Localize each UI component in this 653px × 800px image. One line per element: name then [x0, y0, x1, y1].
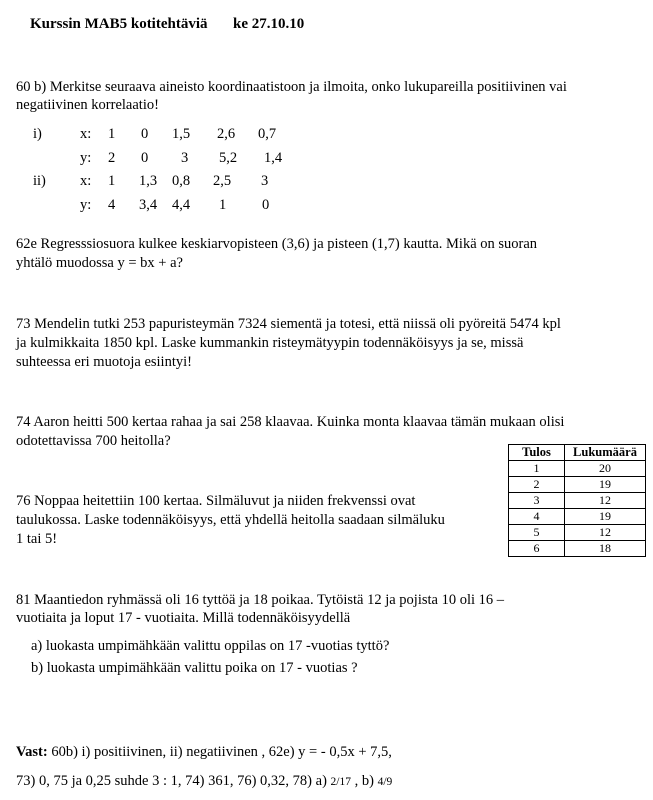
table-row: [509, 509, 646, 525]
table-cell: 2: [509, 477, 565, 493]
task-76-line3: 1 tai 5!: [16, 531, 58, 547]
set-i-y-value: 3: [181, 150, 189, 166]
task-62-line2: yhtälö muodossa y = bx + a?: [16, 255, 183, 271]
table-cell: 12: [565, 525, 646, 541]
set-i-y-label: y:: [80, 150, 92, 166]
set-ii-x-value: 1: [108, 173, 116, 189]
answers-line2: [16, 773, 392, 790]
table-row: [509, 525, 646, 541]
set-ii-y-label: y:: [80, 197, 92, 213]
table-cell: 1: [509, 461, 565, 477]
table-cell: 4: [509, 509, 565, 525]
set-ii-x-value: 2,5: [213, 173, 232, 189]
task-73-line3: suhteessa eri muotoja esiintyi!: [16, 354, 192, 370]
table-row: [509, 477, 646, 493]
task-81-part-b: b) luokasta umpimähkään valittu poika on 17 - vuotias ?: [31, 660, 358, 676]
task-73-line1: 73 Mendelin tutki 253 papuristeymän 7324 siementä ja totesi, että niissä oli pyöreitä 5474 kpl: [16, 316, 561, 332]
date-label: ke 27.10.10: [233, 16, 305, 32]
task-81-line2: vuotiaita ja loput 17 - vuotiaita. Millä todennäköisyydellä: [16, 610, 351, 626]
column-header-tulos: Tulos: [509, 445, 565, 461]
set-ii-y-value: 4,4: [172, 197, 191, 213]
table-row: [509, 493, 646, 509]
task-76-line2: taulukossa. Laske todennäköisyys, että yhdellä heitolla saadaan silmäluku: [16, 512, 445, 528]
set-ii-label: ii): [33, 173, 46, 189]
task-73-line2: ja kulmikkaita 1850 kpl. Laske kummankin risteymätyypin todennäköisyys ja se, missä: [16, 335, 524, 351]
task-60-line2: negatiivinen korrelaatio!: [16, 97, 159, 113]
set-i-x-value: 0: [141, 126, 149, 142]
task-60-line1: 60 b) Merkitse seuraava aineisto koordinaatistoon ja ilmoita, onko lukupareilla positiivinen vai: [16, 79, 567, 95]
table-cell: 3: [509, 493, 565, 509]
table-cell: 6: [509, 541, 565, 557]
task-81-line1: 81 Maantiedon ryhmässä oli 16 tyttöä ja 18 poikaa. Tytöistä 12 ja pojista 10 oli 16 –: [16, 592, 505, 608]
set-i-x-label: x:: [80, 126, 92, 142]
course-title: Kurssin MAB5 kotitehtäviä: [30, 16, 208, 32]
answers-text-2a: 73) 0, 75 ja 0,25 suhde 3 : 1, 74) 361, 76) 0,32, 78) a): [16, 773, 331, 789]
column-header-lukumaara: Lukumäärä: [565, 445, 646, 461]
set-i-y-value: 0: [141, 150, 149, 166]
task-74-line2: odotettavissa 700 heitolla?: [16, 433, 171, 449]
table-row: [509, 541, 646, 557]
table-cell: 20: [565, 461, 646, 477]
answer-fraction-b: 4/9: [377, 776, 393, 788]
table-cell: 19: [565, 509, 646, 525]
answers-label: Vast:: [16, 744, 48, 760]
set-i-x-value: 0,7: [258, 126, 277, 142]
set-ii-y-value: 0: [262, 197, 270, 213]
answers-line1: [16, 744, 392, 761]
table-cell: 18: [565, 541, 646, 557]
page-title: [30, 16, 304, 33]
table-row: [509, 461, 646, 477]
set-ii-y-value: 3,4: [139, 197, 158, 213]
task-74-line1: 74 Aaron heitti 500 kertaa rahaa ja sai 258 klaavaa. Kuinka monta klaavaa tämän mukaan olisi: [16, 414, 565, 430]
task-81-part-a: a) luokasta umpimähkään valittu oppilas on 17 -vuotias tyttö?: [31, 638, 390, 654]
answers-text-1: 60b) i) positiivinen, ii) negatiivinen , 62e) y = - 0,5x + 7,5,: [47, 744, 392, 760]
set-ii-x-value: 0,8: [172, 173, 191, 189]
set-i-y-value: 2: [108, 150, 116, 166]
table-cell: 5: [509, 525, 565, 541]
set-ii-x-label: x:: [80, 173, 92, 189]
frequency-table: [508, 444, 646, 557]
answers-text-2b: , b): [350, 773, 378, 789]
set-ii-y-value: 1: [219, 197, 227, 213]
table-header-row: [509, 445, 646, 461]
set-i-x-value: 1,5: [172, 126, 191, 142]
answer-fraction-a: 2/17: [330, 776, 351, 788]
set-ii-x-value: 3: [261, 173, 269, 189]
table-cell: 19: [565, 477, 646, 493]
table-cell: 12: [565, 493, 646, 509]
set-ii-x-value: 1,3: [139, 173, 158, 189]
set-i-x-value: 1: [108, 126, 116, 142]
task-76-line1: 76 Noppaa heitettiin 100 kertaa. Silmäluvut ja niiden frekvenssi ovat: [16, 493, 416, 509]
set-i-y-value: 5,2: [219, 150, 238, 166]
set-i-x-value: 2,6: [217, 126, 236, 142]
set-ii-y-value: 4: [108, 197, 116, 213]
set-i-label: i): [33, 126, 42, 142]
task-62-line1: 62e Regresssiosuora kulkee keskiarvopisteen (3,6) ja pisteen (1,7) kautta. Mikä on suoran: [16, 236, 538, 252]
set-i-y-value: 1,4: [264, 150, 283, 166]
